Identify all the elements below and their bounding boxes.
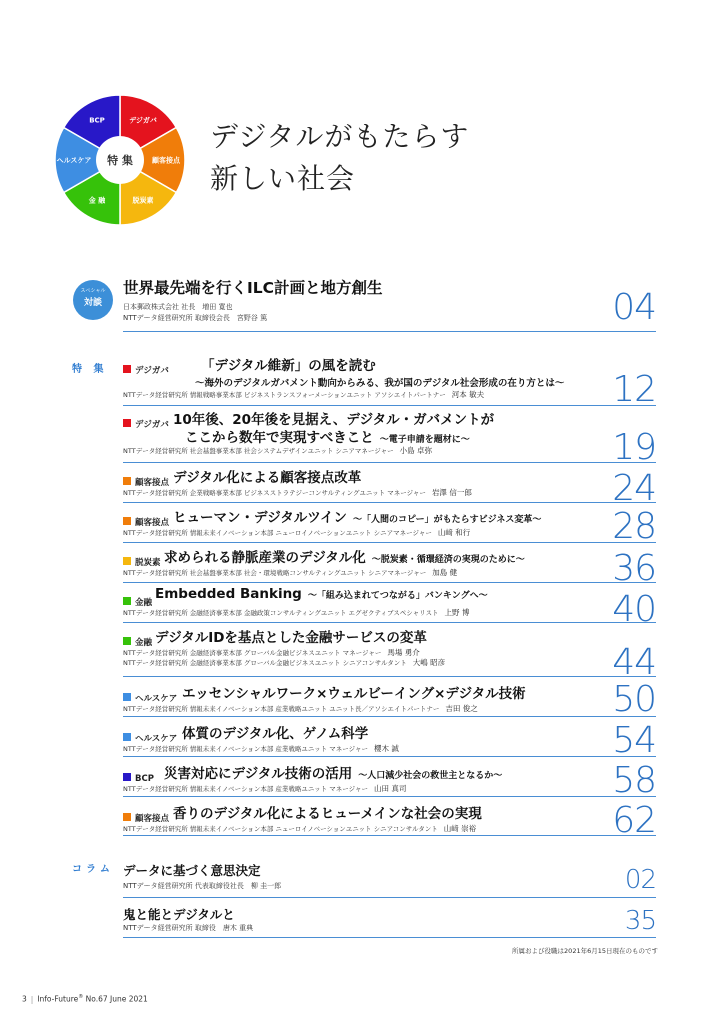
special-dialogue-badge (73, 280, 113, 320)
author-name: 上野 博 (444, 608, 470, 617)
feature-author (123, 527, 470, 538)
feature-title-text: 災害対応にデジタル技術の活用 (164, 766, 353, 782)
separator (123, 622, 656, 623)
separator (123, 582, 656, 583)
feature-title[interactable] (173, 466, 361, 486)
footer-page-number: 3 (22, 994, 27, 1004)
column-page-number-2[interactable]: 35 (624, 906, 656, 936)
feature-page-number[interactable]: 50 (612, 679, 656, 720)
feature-subtitle: 〜「人間のコピー」がもたらすビジネス変革〜 (353, 515, 542, 525)
feature-title[interactable] (155, 626, 427, 646)
author-affiliation: NTTデータ経営研究所 社会基盤事業本部 社会・環境戦略コンサルティングユニット シニアマネージャー (123, 569, 427, 577)
separator (123, 716, 656, 717)
feature-title-text: デジタルIDを基点とした金融サービスの変革 (155, 630, 427, 646)
feature-title[interactable] (164, 762, 502, 782)
feature-author (123, 607, 469, 618)
feature-page-number[interactable]: 40 (612, 589, 656, 630)
feature-title-line2[interactable] (185, 426, 470, 446)
author-name: 吉田 俊之 (445, 704, 478, 713)
wheel-segment-label: 脱炭素 (132, 196, 154, 205)
feature-title[interactable] (155, 586, 488, 602)
special-page-number[interactable]: 04 (612, 287, 656, 328)
author-name: 加島 健 (432, 568, 458, 577)
column-author-2: NTTデータ経営研究所 取締役 唐木 重典 (123, 924, 254, 932)
footer-issue: No.67 June 2021 (85, 994, 148, 1004)
feature-title-text: 香りのデジタル化によるヒューメインな社会の実現 (173, 806, 482, 822)
feature-page-number[interactable]: 36 (612, 548, 656, 589)
feature-title-text: 求められる静脈産業のデジタル化 (164, 550, 366, 566)
category-name: 脱炭素 (135, 558, 161, 568)
category-name: 顧客接点 (135, 478, 170, 488)
feature-category (123, 358, 169, 377)
wheel-segment-label: BCP (89, 116, 105, 125)
feature-title[interactable] (201, 354, 376, 374)
category-square-icon (123, 365, 131, 373)
separator (123, 796, 656, 797)
page-footer (22, 994, 148, 1004)
wheel-segment-label: 顧客接点 (152, 156, 180, 165)
feature-author (123, 487, 472, 498)
author-affiliation: NTTデータ経営研究所 金融経済事業本部 グローバル金融ビジネスユニット シニアコンサルタント (123, 659, 407, 667)
separator (123, 405, 656, 406)
feature-author (123, 657, 445, 668)
feature-title[interactable] (173, 506, 541, 526)
separator (123, 502, 656, 503)
feature-title[interactable] (182, 722, 368, 742)
feature-subtitle: 〜脱炭素・循環経済の実現のために〜 (371, 555, 525, 565)
category-square-icon (123, 693, 131, 701)
category-square-icon (123, 637, 131, 645)
separator (123, 756, 656, 757)
feature-page-number[interactable]: 12 (612, 369, 656, 410)
footer-magazine: Info-Future (37, 994, 79, 1004)
feature-page-number[interactable]: 58 (612, 760, 656, 801)
category-square-icon (123, 419, 131, 427)
wheel-segment-label: 金 融 (88, 196, 106, 205)
feature-category-wheel (54, 94, 186, 226)
category-square-icon (123, 813, 131, 821)
feature-title-text: 体質のデジタル化、ゲノム科学 (182, 726, 369, 742)
author-affiliation: NTTデータ経営研究所 社会基盤事業本部 社会システムデザインユニット シニアマネージャー (123, 447, 394, 455)
author-name: 小島 卓弥 (399, 446, 433, 455)
page-title-line1: デジタルがもたらす (210, 120, 470, 153)
category-square-icon (123, 557, 131, 565)
category-name: ヘルスケア (135, 734, 178, 744)
feature-page-number[interactable]: 19 (612, 427, 656, 468)
separator (123, 835, 656, 836)
feature-author (123, 567, 457, 578)
feature-title[interactable] (173, 408, 494, 428)
feature-page-number[interactable]: 54 (612, 720, 656, 761)
column-title-2[interactable]: 鬼と能とデジタルと (123, 907, 235, 922)
author-affiliation: NTTデータ経営研究所 情報戦略事業本部 ビジネストランスフォーメーションユニット アソシエイトパートナー (123, 391, 446, 399)
author-name: 河本 敏夫 (451, 390, 485, 399)
feature-author (123, 389, 484, 400)
badge-small-text: スペシャル (80, 288, 106, 294)
special-article-title[interactable]: 世界最先端を行くILC計画と地方創生 (123, 279, 383, 297)
column-author-1: NTTデータ経営研究所 代表取締役社長 柳 圭一郎 (123, 882, 282, 890)
feature-page-number[interactable]: 24 (612, 468, 656, 509)
category-square-icon (123, 597, 131, 605)
category-name: 顧客接点 (135, 814, 170, 824)
wheel-segment-label: ヘルスケア (56, 156, 92, 165)
feature-title-text: デジタル化による顧客接点改革 (173, 470, 362, 486)
wheel-segment-label: デジガバ (129, 116, 157, 125)
category-name: 金融 (135, 638, 153, 648)
wheel-center-label: 特 集 (107, 154, 133, 167)
author-name: 大嶋 昭彦 (412, 658, 446, 667)
category-name: デジガバ (135, 420, 169, 430)
feature-title-text: Embedded Banking (155, 586, 302, 602)
author-affiliation: NTTデータ経営研究所 情報未来イノベーション本部 産業戦略ユニット ユニット長／アソシエイトパートナー (123, 705, 440, 713)
separator (123, 331, 656, 332)
category-name: BCP (135, 774, 154, 784)
category-square-icon (123, 733, 131, 741)
feature-title-text: 「デジタル維新」の風を読む (201, 358, 376, 374)
separator (123, 676, 656, 677)
feature-subtitle: 〜「組み込まれてつながる」バンキングへ〜 (307, 591, 488, 601)
column-section-label: コラム (72, 864, 114, 875)
special-person-2: NTTデータ経営研究所 取締役会長 宮野谷 篤 (123, 314, 268, 322)
separator (123, 897, 656, 898)
author-affiliation: NTTデータ経営研究所 情報未来イノベーション本部 産業戦略ユニット マネージャー (123, 745, 368, 753)
feature-page-number[interactable]: 28 (612, 506, 656, 547)
feature-title-text: ヒューマン・デジタルツイン (173, 510, 348, 526)
feature-title[interactable] (164, 546, 525, 566)
feature-page-number[interactable]: 44 (612, 642, 656, 683)
feature-section-label: 特 集 (72, 364, 108, 375)
category-name: 顧客接点 (135, 518, 170, 528)
column-page-number-1[interactable]: 02 (624, 865, 656, 895)
badge-main-text: 対談 (83, 298, 102, 308)
category-square-icon (123, 477, 131, 485)
author-affiliation: NTTデータ経営研究所 情報未来イノベーション本部 ニューロイノベーションユニット シニアマネージャー (123, 529, 432, 537)
feature-author (123, 823, 476, 834)
author-affiliation: NTTデータ経営研究所 金融経済事業本部 金融政策コンサルティングユニット エグゼクティブスペシャリスト (123, 609, 439, 617)
feature-page-number[interactable]: 62 (612, 800, 656, 841)
feature-subtitle: 〜電子申請を題材に〜 (379, 435, 470, 445)
page-title (210, 116, 469, 200)
feature-author (123, 445, 432, 456)
footer-registered-mark: ® (78, 994, 84, 1000)
author-name: 山﨑 崇裕 (443, 824, 477, 833)
category-square-icon (123, 773, 131, 781)
feature-lead: 〜海外のデジタルガバメント動向からみる、我が国のデジタル社会形成の在り方とは〜 (195, 378, 565, 389)
category-square-icon (123, 517, 131, 525)
author-affiliation: NTTデータ経営研究所 情報未来イノベーション本部 ニューロイノベーションユニット シニアコンサルタント (123, 825, 438, 833)
category-name: デジガバ (135, 366, 169, 376)
separator (123, 462, 656, 463)
feature-category (123, 412, 169, 431)
author-name: 櫻木 誠 (373, 744, 399, 753)
separator (123, 542, 656, 543)
feature-author (123, 743, 399, 754)
feature-author (123, 783, 406, 794)
category-name: ヘルスケア (135, 694, 178, 704)
author-name: 山田 真司 (373, 784, 407, 793)
author-name: 馬場 勇介 (387, 648, 420, 657)
author-name: 岩澤 信一郎 (431, 488, 472, 497)
feature-title-line2-text: ここから数年で実現すべきこと (185, 430, 374, 446)
feature-subtitle: 〜人口減少社会の救世主となるか〜 (358, 771, 503, 781)
feature-title[interactable] (173, 802, 482, 822)
feature-title-text: エッセンシャルワーク×ウェルビーイング×デジタル技術 (182, 686, 526, 702)
separator (123, 937, 656, 938)
feature-author (123, 703, 478, 714)
author-affiliation: NTTデータ経営研究所 情報未来イノベーション本部 産業戦略ユニット マネージャー (123, 785, 368, 793)
column-title-1[interactable]: データに基づく意思決定 (123, 863, 261, 878)
footer-divider: | (30, 994, 34, 1004)
author-affiliation: NTTデータ経営研究所 企業戦略事業本部 ビジネスストラテジーコンサルティングユニット マネージャー (123, 489, 426, 497)
page-title-line2: 新しい社会 (210, 162, 356, 195)
special-person-1: 日本郵政株式会社 社長 増田 寛也 (123, 303, 233, 311)
feature-title[interactable] (182, 682, 526, 702)
feature-title-text: 10年後、20年後を見据え、デジタル・ガバメントが (173, 412, 495, 428)
author-name: 山﨑 和行 (437, 528, 471, 537)
affiliation-note: 所属および役職は2021年6月15日現在のものです (512, 947, 658, 955)
category-name: 金融 (135, 598, 153, 608)
author-affiliation: NTTデータ経営研究所 金融経済事業本部 グローバル金融ビジネスユニット マネージャー (123, 649, 382, 657)
